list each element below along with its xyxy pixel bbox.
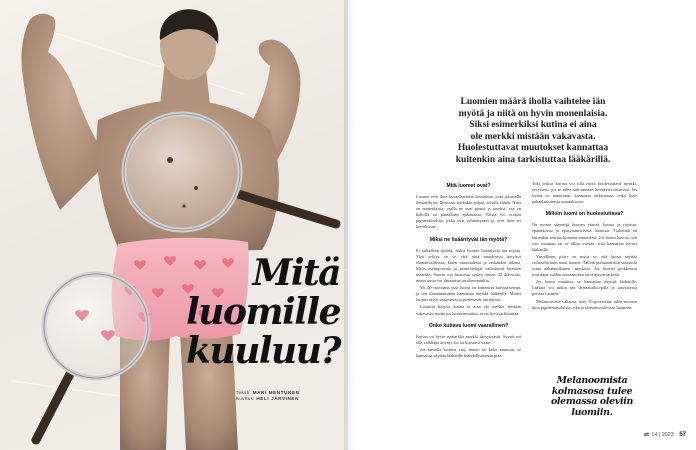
subheading: Milloin luomi on huolestuttava? xyxy=(545,211,624,218)
pull-quote-line: luomiin. xyxy=(571,406,613,418)
section-body xyxy=(532,181,637,205)
body-paragraph: Yli 40-vuotiaana uusi luomi on kuitenkin harvinaisempi, ja sen ilmaantuminen kannattaa näyttää lääkärille. Monet luomet myös vaalenevat ja pienenevät iän myötä. xyxy=(416,285,521,303)
magazine-name: et xyxy=(644,432,649,438)
credit-author: MARI MENTUNEN xyxy=(252,390,300,395)
magnifier-lens xyxy=(44,274,148,378)
text-column-1 xyxy=(416,181,521,360)
lead-line: myötä ja niitä on hyvin monenlaisia. xyxy=(458,107,608,119)
page-gutter xyxy=(344,0,358,450)
article-page xyxy=(358,0,696,450)
lead-line: Siksi esimerkiksi kutina ei aina xyxy=(469,119,597,130)
body-paragraph: Luomiin liittyvä kutina ei aina ole merkki mistään vakavasta, mutta jos luomi muuttuu, se on hyvä tarkistuttaa. xyxy=(416,304,521,316)
magnifier-lens xyxy=(124,114,240,230)
section-body xyxy=(416,334,521,359)
left-arm xyxy=(21,14,110,210)
body-paragraph: Jos luomi muuttuu, se kannattaa näyttää lääkärille. Lääkäri voi tutkia sen dermatoskoopilla ja tarvittaessa poistaa luomen. xyxy=(532,279,637,297)
body-paragraph: On monia säännöjä luomen väristä, koosta ja rajoista, epätarkoista ja epäsymmetrisistä luomista. Tärkeintä on kuitenkin seurata luomien muutoksia. Jos luomi kasvaa, sen väri muuttuu tai se alkaa vuotaa, siitä kannattaa kertoa lääkärille. xyxy=(532,222,637,252)
lead-paragraph xyxy=(418,96,648,165)
body-paragraph: Toki joskus kutina voi olla myös huolestuttava merkki, erityisesti, jos se tulee niin samaan luomeen toistuvasti. Jos luomi on muuttunut, kannattaa tarkistuttaa, onko kyse pahanlaatuisesta muutoksesta. xyxy=(532,181,637,205)
section-body xyxy=(532,222,637,310)
subheading: Mitä luomet ovat? xyxy=(446,183,491,189)
credits: Teksti: MARI MENTUNEN Kuvitus: HELI JÄRVINEN xyxy=(236,390,300,402)
credit-label: Kuvitus xyxy=(236,396,254,402)
lead-line: ole merkki mistään vakavasta. xyxy=(470,130,596,142)
headline-line: Mitä xyxy=(252,252,340,294)
credit-label: Teksti xyxy=(236,390,250,395)
section-body xyxy=(416,248,521,317)
headline-line: kuuluu? xyxy=(186,330,340,372)
lead-line: kuitenkin aina tarkistuttaa lääkärillä. xyxy=(455,153,611,165)
lead-line: Huolestuttavat muutokset kannattaa xyxy=(457,142,609,153)
body-paragraph: Jos samalla luomen väri, muoto tai koko muuttuu, se kannattaa näyttää lääkärille mahdollisimman pian. xyxy=(416,346,521,358)
subheading: Miksi ne lisääntyvät iän myötä? xyxy=(429,236,508,243)
body-paragraph: Melanoomista valtaosa, noin 70 prosenttia, tulee suoraan ihon pigmenttisoluista, eikä jo olemassa olevaan luomeen. xyxy=(532,298,637,310)
issue-number: 14 | 2023 xyxy=(651,432,674,438)
headline-line: luomille xyxy=(186,291,340,333)
body-paragraph: Ei tarkalleen tiedetä, miksi luomet lisääntyvät iän myötä. Yksi selitys on se, että niitä muodostuu tietyissä elämänvaiheissa, kuten nuoruudessa ja raskauden aikana. Myös auringonvalo ja perintötekijät vaikuttavat luomien määrään. Suurin osa luomista syntyy ennen 40 ikävuotta, mutta uusia voi ilmaantua myöhemminkin. xyxy=(416,247,521,284)
pull-quote-line: Melanoomista xyxy=(556,375,628,386)
mole xyxy=(194,186,198,190)
section-body xyxy=(416,194,521,231)
page-folio xyxy=(644,432,686,438)
pull-quote xyxy=(542,376,642,418)
mole xyxy=(182,204,185,207)
credit-illustrator: HELI JÄRVINEN xyxy=(256,396,300,402)
headline xyxy=(150,254,340,371)
lead-line: Luomien määrä iholla vaihtelee iän xyxy=(460,96,606,107)
magnifier-handle xyxy=(36,374,70,440)
body-paragraph: Vaarallinen piirre on myös se, että luomi näyttää erilaiselta kuin muut luomet. Tällöin puhutaan niin sanotusta ruma ankanpoikanen -merkistä. Jos luomet poikkeavat toisistaan, niiden seuraaminen on erityisen tärkeää. xyxy=(532,253,637,278)
body-paragraph: Luomet ovat ihon hyvänlaatuisia kasvaimia, joita jokaisella ihmisellä on. Ihossaan, kulkukin paljon, toisilla vähän. Niitä on monenlaisia, osalla ne ovat pieniä ja tasaisia, osa on koholla tai pinnaltaan epätasaisia. Niistä voi erottaa pigmenttisoluja, jotka ovat ryhmittyneet ja ovat ihon eri kerroksissa. xyxy=(416,194,521,230)
mole xyxy=(167,157,173,163)
pull-quote-line: olemassa oleviin xyxy=(550,396,634,408)
subheading: Onko kutiava luomi vaarallinen? xyxy=(428,322,509,329)
pull-quote-line: kolmasosa tulee xyxy=(551,385,633,397)
body-paragraph: Kutina on hyvin epätarkka merkki ihosyövästä. Syynä voi olla vaikkapa ärtynyt iho tai kiristävä vaate. xyxy=(416,333,521,345)
text-column-2 xyxy=(532,181,637,312)
page-number: 57 xyxy=(679,432,686,438)
